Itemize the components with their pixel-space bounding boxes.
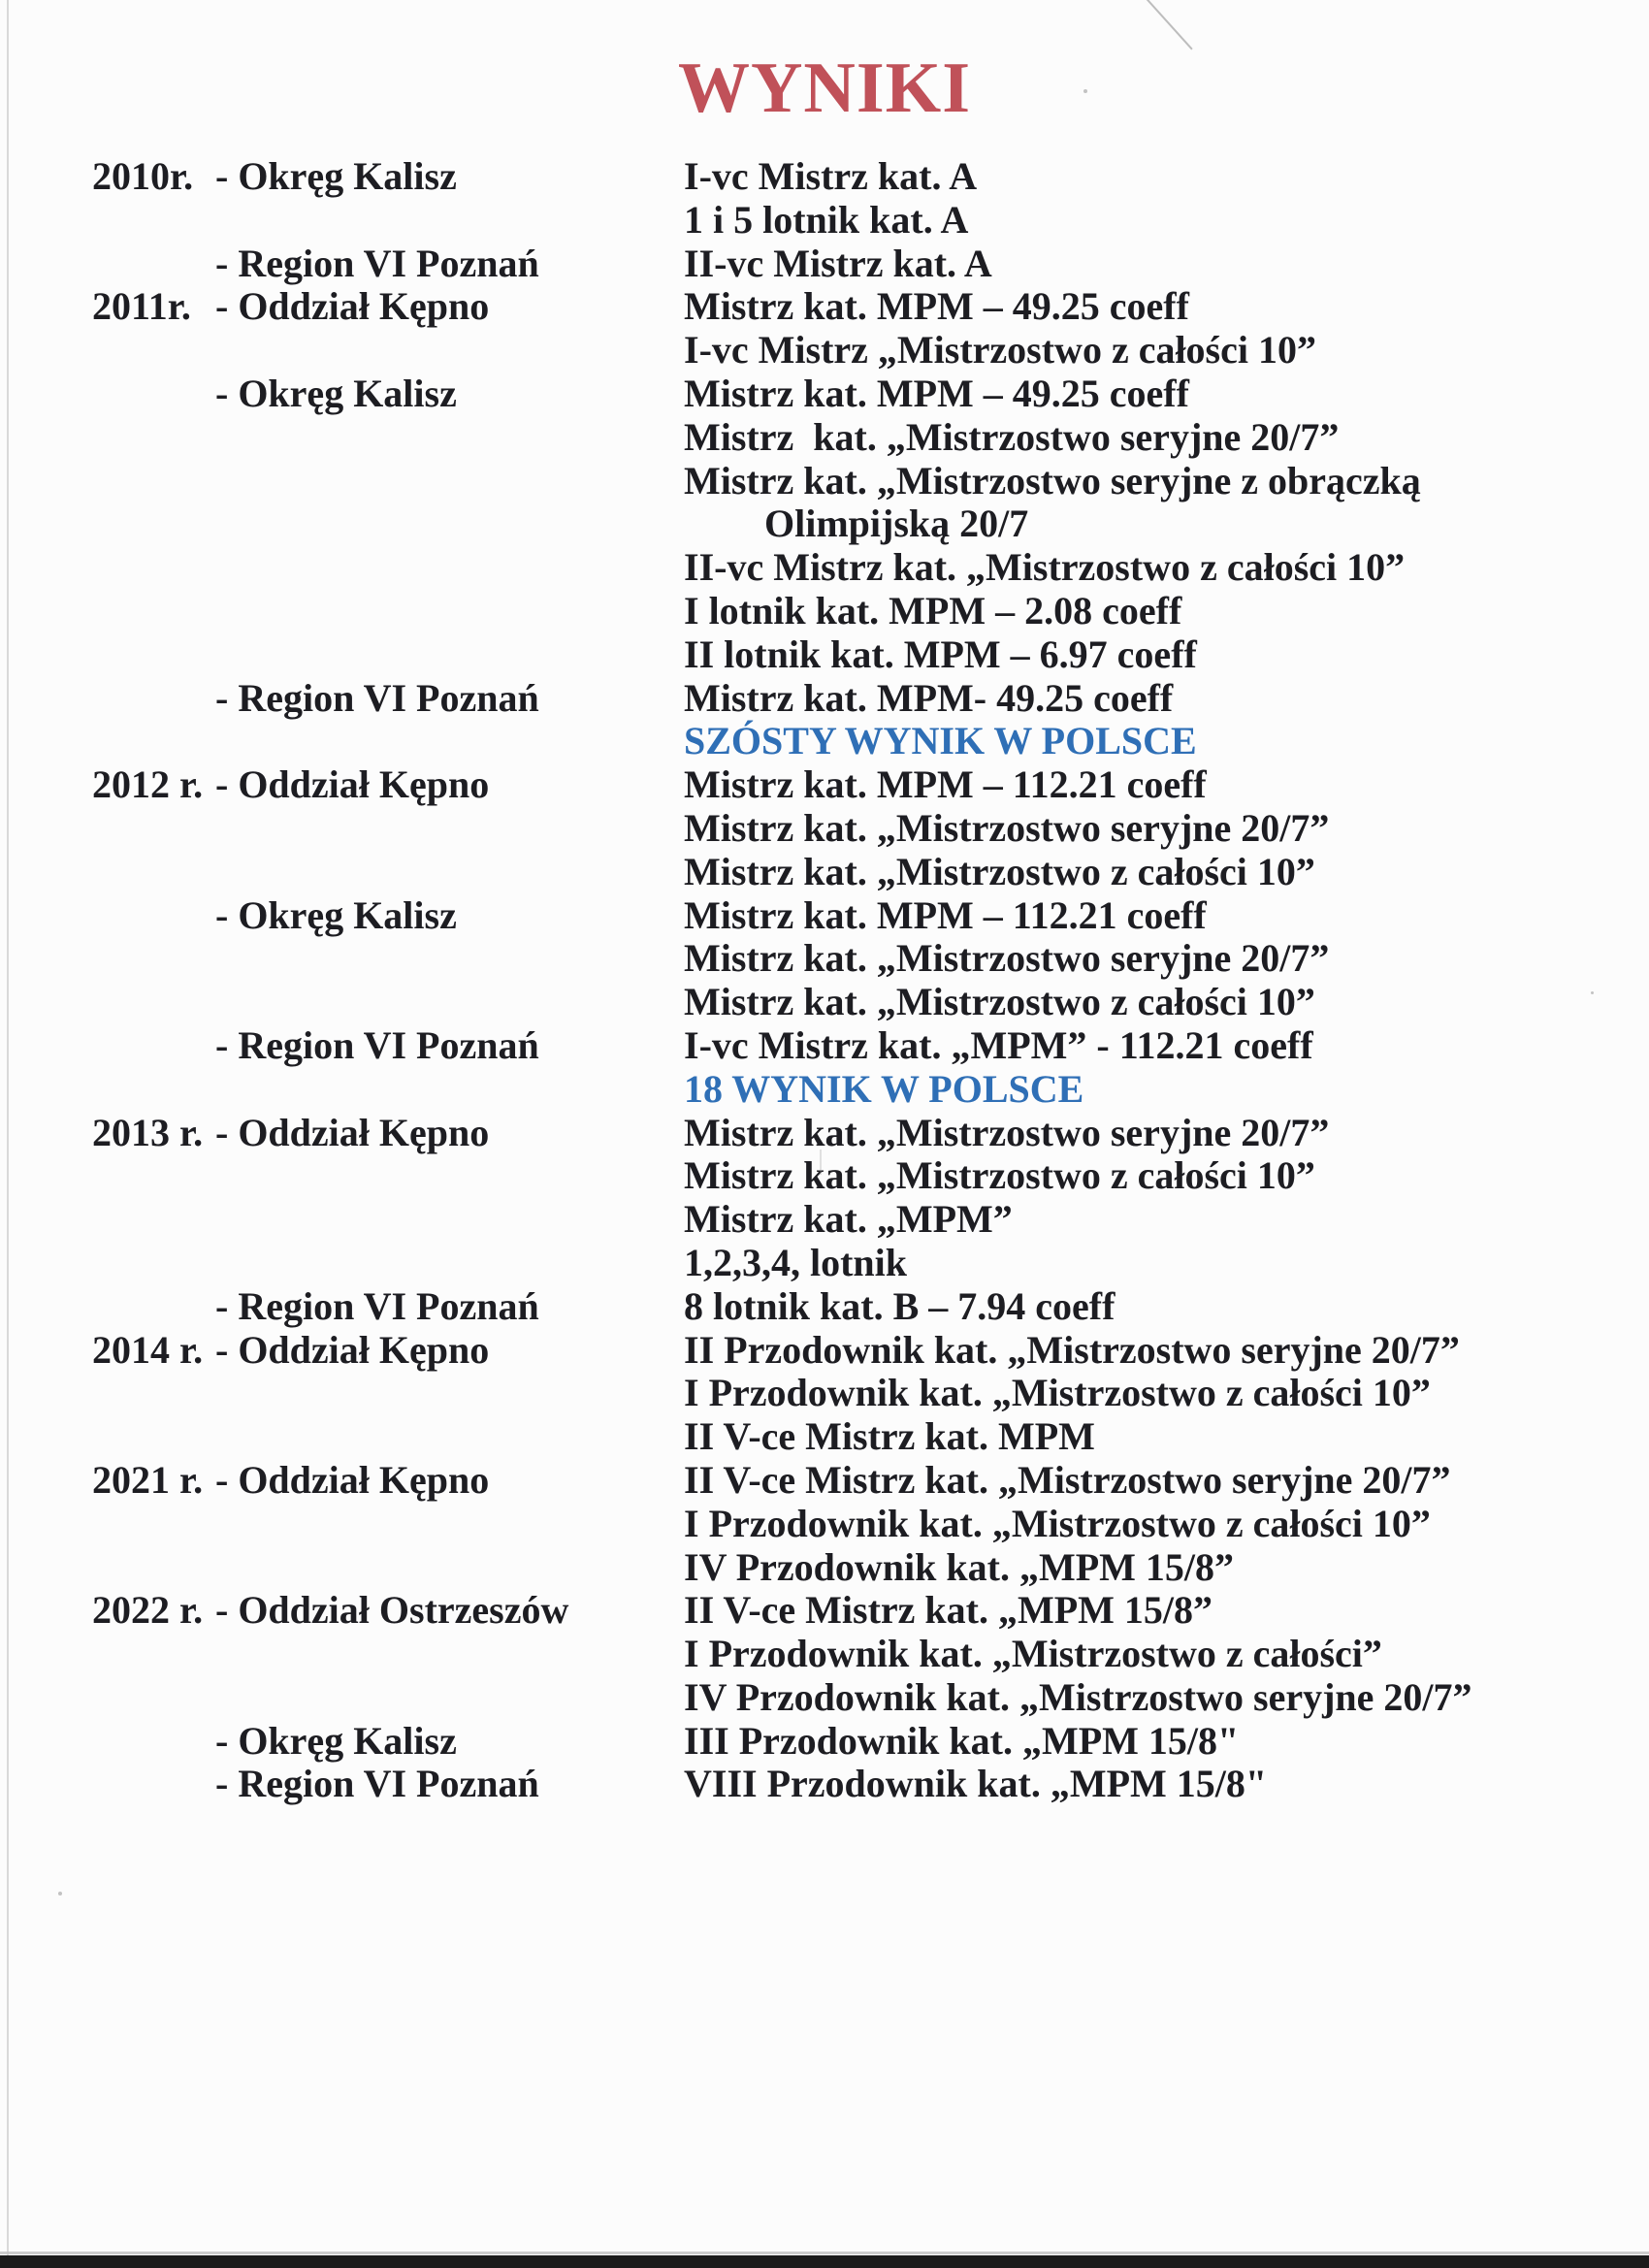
organization-label: - Okręg Kalisz <box>215 1718 457 1763</box>
scan-bottom-gray-line <box>0 2252 1649 2254</box>
result-text: Mistrz kat. MPM – 49.25 coeff <box>684 284 1189 329</box>
results-line <box>0 1415 1649 1459</box>
results-line <box>0 502 1649 546</box>
result-text: SZÓSTY WYNIK W POLSCE <box>684 719 1197 763</box>
results-line <box>0 937 1649 981</box>
organization-label: - Oddział Kępno <box>215 1110 490 1154</box>
results-line <box>0 1285 1649 1329</box>
result-text: I Przodownik kat. „Mistrzostwo z całości” <box>684 1632 1382 1676</box>
results-line <box>0 1329 1649 1373</box>
results-line <box>0 763 1649 807</box>
results-line <box>0 677 1649 721</box>
result-text: I-vc Mistrz kat. „MPM” - 112.21 coeff <box>684 1022 1313 1067</box>
result-text: 1 i 5 lotnik kat. A <box>684 197 969 242</box>
organization-label: - Oddział Kępno <box>215 1457 490 1502</box>
results-line <box>0 807 1649 851</box>
results-line <box>0 1720 1649 1764</box>
result-text: Mistrz kat. „Mistrzostwo seryjne z obrączką <box>684 458 1421 502</box>
year-label: 2011r. <box>92 284 191 329</box>
result-text: II-vc Mistrz kat. „Mistrzostwo z całości 10” <box>684 545 1406 590</box>
results-line <box>0 1589 1649 1633</box>
result-text: Olimpijską 20/7 <box>764 502 1029 546</box>
result-text: 8 lotnik kat. B – 7.94 coeff <box>684 1283 1116 1328</box>
results-line <box>0 1503 1649 1546</box>
result-text: II V-ce Mistrz kat. „MPM 15/8” <box>684 1588 1213 1633</box>
organization-label: - Oddział Kępno <box>215 284 490 329</box>
results-line <box>0 416 1649 460</box>
organization-label: - Okręg Kalisz <box>215 154 457 198</box>
organization-label: - Region VI Poznań <box>215 675 539 720</box>
results-line <box>0 1154 1649 1198</box>
result-text: I-vc Mistrz „Mistrzostwo z całości 10” <box>684 328 1316 373</box>
year-label: 2012 r. <box>92 762 204 807</box>
results-line <box>0 546 1649 590</box>
result-text: I Przodownik kat. „Mistrzostwo z całości 10” <box>684 1371 1431 1415</box>
results-line <box>0 1024 1649 1068</box>
results-line <box>0 590 1649 633</box>
scan-speck <box>58 1892 62 1895</box>
result-text: 18 WYNIK W POLSCE <box>684 1066 1084 1111</box>
year-label: 2022 r. <box>92 1588 204 1633</box>
scan-diagonal-artifact <box>1145 0 1193 50</box>
result-text: I-vc Mistrz kat. A <box>684 154 978 198</box>
year-label: 2021 r. <box>92 1457 204 1502</box>
result-text: Mistrz kat. MPM – 49.25 coeff <box>684 371 1189 415</box>
results-line <box>0 155 1649 199</box>
organization-label: - Region VI Poznań <box>215 1022 539 1067</box>
organization-label: - Oddział Kępno <box>215 1327 490 1372</box>
result-text: Mistrz kat. MPM – 112.21 coeff <box>684 762 1207 807</box>
results-line <box>0 1459 1649 1503</box>
result-text: I lotnik kat. MPM – 2.08 coeff <box>684 588 1182 632</box>
result-text: Mistrz kat. „Mistrzostwo seryjne 20/7” <box>684 936 1330 981</box>
result-text: 1,2,3,4, lotnik <box>684 1240 908 1284</box>
year-label: 2010r. <box>92 154 194 198</box>
results-line <box>0 720 1649 763</box>
results-line <box>0 1676 1649 1720</box>
organization-label: - Region VI Poznań <box>215 241 539 285</box>
results-line <box>0 329 1649 373</box>
results-line <box>0 1198 1649 1242</box>
results-line <box>0 243 1649 286</box>
result-text: Mistrz kat. MPM- 49.25 coeff <box>684 675 1174 720</box>
year-label: 2013 r. <box>92 1110 204 1154</box>
result-text: Mistrz kat. MPM – 112.21 coeff <box>684 892 1207 937</box>
result-text: IV Przodownik kat. „MPM 15/8” <box>684 1544 1235 1589</box>
scan-speck <box>1083 89 1087 93</box>
result-text: III Przodownik kat. „MPM 15/8" <box>684 1718 1240 1763</box>
results-line <box>0 1763 1649 1806</box>
result-text: II-vc Mistrz kat. A <box>684 241 992 285</box>
results-line <box>0 1372 1649 1415</box>
organization-label: - Region VI Poznań <box>215 1762 539 1806</box>
results-line <box>0 633 1649 677</box>
result-text: I Przodownik kat. „Mistrzostwo z całości 10” <box>684 1501 1431 1545</box>
organization-label: - Okręg Kalisz <box>215 892 457 937</box>
results-line <box>0 851 1649 894</box>
results-line <box>0 1546 1649 1590</box>
organization-label: - Oddział Ostrzeszów <box>215 1588 569 1633</box>
result-text: II V-ce Mistrz kat. MPM <box>684 1414 1095 1459</box>
result-text: VIII Przodownik kat. „MPM 15/8" <box>684 1762 1268 1806</box>
result-text: II lotnik kat. MPM – 6.97 coeff <box>684 632 1197 676</box>
results-line <box>0 373 1649 416</box>
results-line <box>0 1242 1649 1285</box>
result-text: Mistrz kat. „Mistrzostwo seryjne 20/7” <box>684 1110 1330 1154</box>
result-text: Mistrz kat. „MPM” <box>684 1197 1013 1242</box>
result-text: II Przodownik kat. „Mistrzostwo seryjne 20/7” <box>684 1327 1460 1372</box>
result-text: II V-ce Mistrz kat. „Mistrzostwo seryjne 20/7” <box>684 1457 1451 1502</box>
results-line <box>0 1633 1649 1676</box>
result-text: Mistrz kat. „Mistrzostwo seryjne 20/7” <box>684 805 1330 850</box>
result-text: Mistrz kat. „Mistrzostwo z całości 10” <box>684 1153 1315 1198</box>
result-text: Mistrz kat. „Mistrzostwo z całości 10” <box>684 980 1315 1024</box>
scan-bottom-black-bar <box>0 2255 1649 2268</box>
scan-crease <box>820 1150 822 1175</box>
results-lines <box>0 155 1649 1806</box>
result-text: IV Przodownik kat. „Mistrzostwo seryjne 20/7” <box>684 1674 1472 1719</box>
scan-edge-left-line <box>7 0 9 2268</box>
results-line <box>0 894 1649 938</box>
result-text: Mistrz kat. „Mistrzostwo z całości 10” <box>684 849 1315 893</box>
organization-label: - Okręg Kalisz <box>215 371 457 415</box>
results-line <box>0 1068 1649 1112</box>
organization-label: - Region VI Poznań <box>215 1283 539 1328</box>
result-text: Mistrz kat. „Mistrzostwo seryjne 20/7” <box>684 414 1340 459</box>
page-title: WYNIKI <box>677 49 972 128</box>
organization-label: - Oddział Kępno <box>215 762 490 807</box>
results-line <box>0 285 1649 329</box>
results-line <box>0 1112 1649 1155</box>
results-line <box>0 460 1649 503</box>
results-line <box>0 199 1649 243</box>
year-label: 2014 r. <box>92 1327 204 1372</box>
results-line <box>0 981 1649 1024</box>
scan-speck <box>1591 991 1594 994</box>
